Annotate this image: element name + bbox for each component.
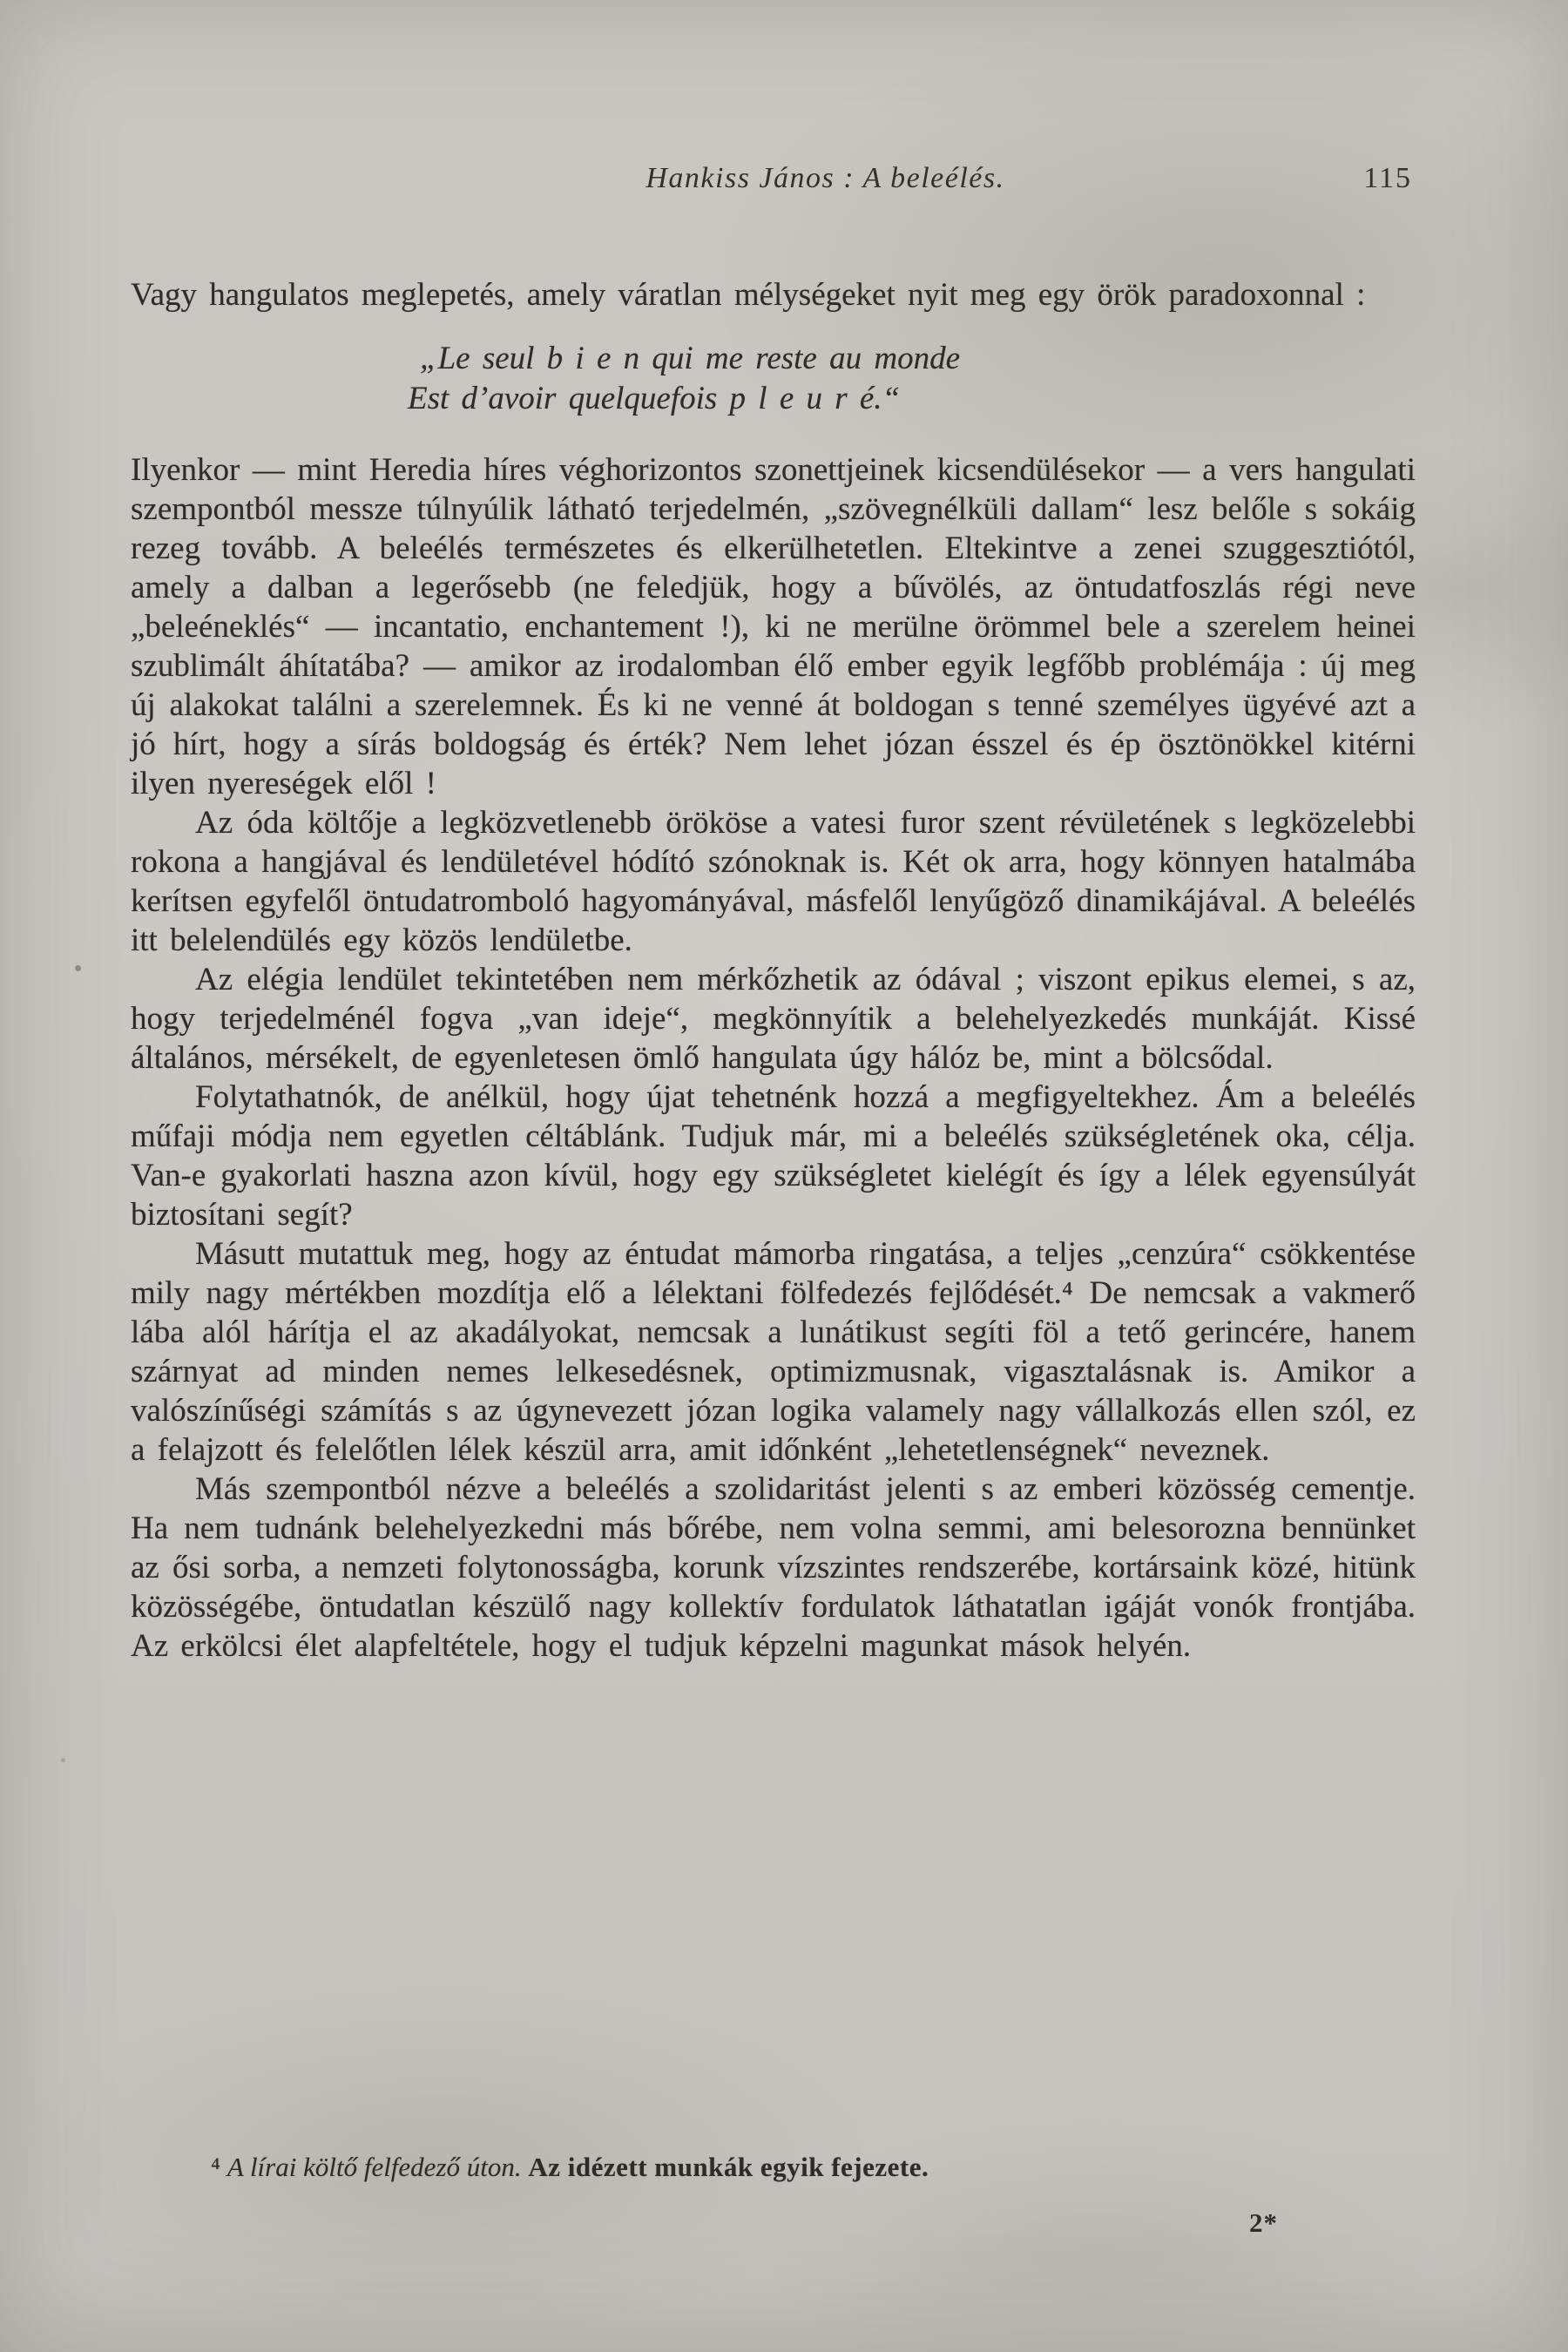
- footnote-marker: ⁴: [211, 2152, 220, 2182]
- paragraph: Az elégia lendület tekintetében nem mérkőzhetik az ódával ; viszont epikus elemei, s az, hogy terjedelménél fogva „van ideje“, megkönnyítik a belehelyezkedés munkáját. Kissé általános, mérsékelt, de egyenletesen ömlő hangulata úgy hálóz be, mint a bölcsődal.: [131, 962, 1416, 1076]
- page-number: 115: [1363, 162, 1412, 194]
- paragraph: Ilyenkor — mint Heredia híres véghorizontos szonettjeinek kicsendülésekor — a vers hangulati szempontból messze túlnyúlik látható terjedelmén, „szövegnélküli dallam“ lesz belőle s sokáig rezeg tovább. A beleélés természetes és elkerülhetetlen. Eltekintve a zenei szuggesztiótól, amely a dalban a legerősebb (ne feledjük, hogy a bűvölés, az öntudatfoszlás régi neve „beleéneklés“ — incantatio, enchantement !), ki ne merülne örömmel bele a szerelem heinei szublimált áhítatába? — amikor az irodalomban élő ember egyik legfőbb problémája : új meg új alakokat találni a szerelemnek. És ki ne venné át boldogan s tenné személyes ügyévé azt a jó hírt, hogy a sírás boldogság és érték? Nem lehet józan ésszel és ép ösztönökkel kitérni ilyen nyereségek elől !: [131, 452, 1416, 801]
- running-header-title: Hankiss János : A beleélés.: [645, 162, 1005, 194]
- scan-speck: [61, 1758, 65, 1762]
- footnote-text: Az idézett munkák egyik fejezete.: [528, 2152, 929, 2182]
- signature-mark: 2*: [1249, 2207, 1278, 2238]
- paragraph: Folytathatnók, de anélkül, hogy újat tehetnénk hozzá a megfigyeltekhez. Ám a beleélés műfaji módja nem egyetlen céltáblánk. Tudjuk már, mi a beleélés szükségletének oka, célja. Van-e gyakorlati haszna azon kívül, hogy egy szükségletet kielégít és így a lélek egyensúlyát biztosítani segít?: [131, 1079, 1416, 1233]
- paragraph: Az óda költője a legközvetlenebb örököse a vatesi furor szent révületének s legközelebbi rokona a hangjával és lendületével hódító szónoknak is. Két ok arra, hogy könnyen hatalmába kerítsen egyfelől öntudatromboló hagyományával, másfelől lenyűgöző dinamikájával. A beleélés itt belelendülés egy közös lendületbe.: [131, 805, 1416, 958]
- verse-quote: [408, 339, 1416, 419]
- verse-line: Est d’avoir quelquefois p l e u r é.“: [408, 381, 901, 416]
- paragraph-intro: Vagy hangulatos meglepetés, amely váratlan mélységeket nyit meg egy örök paradoxonnal :: [131, 277, 1366, 313]
- paragraph: Másutt mutattuk meg, hogy az éntudat mámorba ringatása, a teljes „cenzúra“ csökkentése mily nagy mértékben mozdítja elő a lélektani fölfedezés fejlődését.⁴ De nemcsak a vakmerő lába alól hárítja el az akadályokat, nemcsak a lunátikust segíti föl a tető gerincére, hanem szárnyat ad minden nemes lelkesedésnek, optimizmusnak, vigasztalásnak is. Amikor a valószínűségi számítás s az úgynevezett józan logika valamely nagy vállalkozás ellen szól, ez a felajzott és felelőtlen lélek készül arra, amit időnként „lehetetlenségnek“ neveznek.: [131, 1236, 1416, 1468]
- running-header: [131, 162, 1416, 195]
- scan-speck: [75, 965, 81, 971]
- text-block: [131, 0, 1416, 1666]
- verse-line: „Le seul b i e n qui me reste au monde: [420, 341, 960, 376]
- paragraph: Más szempontból nézve a beleélés a szolidaritást jelenti s az emberi közösség cementje. Ha nem tudnánk belehelyezkedni más bőrébe, nem volna semmi, ami belesorozna bennünket az ősi sorba, a nemzeti folytonosságba, korunk vízszintes rendszerébe, kortársaink közé, hitünk közösségébe, öntudatlan készülő nagy kollektív fordulatok láthatatlan igáját vonók frontjába. Az erkölcsi élet alapfeltétele, hogy el tudjuk képzelni magunkat mások helyén.: [131, 1471, 1416, 1664]
- footnote-title: A lírai költő felfedező úton.: [226, 2152, 522, 2182]
- footnote: [131, 2150, 1416, 2185]
